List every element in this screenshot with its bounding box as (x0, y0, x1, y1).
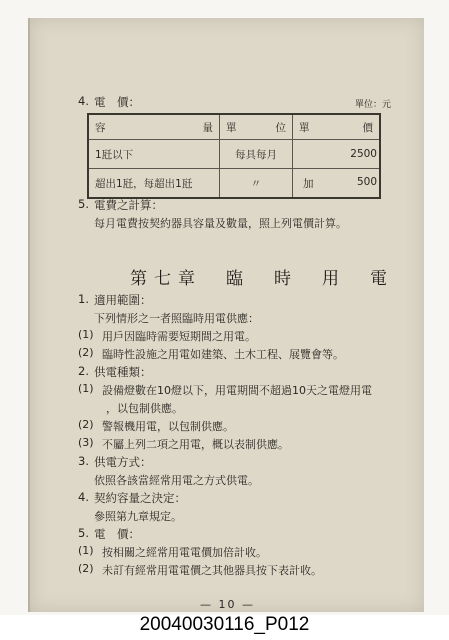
subitem-text: 臨時性設施之用電如建築、土木工程、展覽會等。 (102, 348, 344, 361)
item-text: 下列情形之一者照臨時用電供應： (94, 312, 259, 325)
subitem-number: (1) (78, 544, 94, 557)
table-row (88, 169, 380, 199)
price-table (87, 113, 381, 199)
price-value: 2500 (350, 148, 377, 160)
item-title: 電 價： (94, 527, 140, 541)
subitem-number: (2) (78, 418, 94, 431)
subitem-text: 不屬上列二項之用電，概以表制供應。 (102, 438, 289, 451)
subitem-number: (1) (78, 328, 94, 341)
subitem-number: (2) (78, 562, 94, 575)
item-title: 供電方式： (94, 455, 152, 469)
subitem-text: 未訂有經常用電電價之其他器具按下表計收。 (102, 564, 322, 577)
header-unit: 單 位 (220, 114, 293, 140)
table-header-row (88, 114, 380, 140)
item-number: 4. (78, 490, 89, 504)
capacity-cell: 超出1瓩，每超出1瓩 (88, 169, 220, 199)
item-number: 1. (78, 292, 89, 306)
item-number: 3. (78, 454, 89, 468)
subitem-text: 設備燈數在10燈以下，用電期間不超過10天之電燈用電 (102, 384, 372, 397)
subitem-text: 警報機用電，以包制供應。 (102, 420, 234, 433)
page-number: — 10 — (200, 598, 255, 611)
section-5-body: 每月電費按契約器具容量及數量，照上列電價計算。 (94, 217, 347, 230)
subitem-continuation: ，以包制供應。 (106, 402, 183, 415)
item-title: 契約容量之決定： (94, 491, 186, 505)
unit-label: 單位：元 (355, 100, 392, 110)
chapter-title: 第七章 臨 時 用 電 (130, 269, 394, 289)
document-page (28, 18, 424, 612)
item-number: 5. (78, 526, 89, 540)
subitem-text: 用戶因臨時需要短期間之用電。 (102, 330, 256, 343)
section-5-number: 5. (78, 197, 89, 211)
header-price: 單 價 (293, 114, 381, 140)
subitem-number: (3) (78, 436, 94, 449)
unit-cell: 〃 (220, 169, 293, 199)
item-title: 適用範圍： (94, 293, 152, 307)
table-row (88, 140, 380, 169)
price-cell (293, 169, 381, 199)
subitem-text: 按相關之經常用電電價加倍計收。 (102, 546, 267, 559)
section-5-title: 電費之計算： (94, 198, 163, 212)
subitem-number: (1) (78, 382, 94, 395)
item-title: 供電種類： (94, 365, 152, 379)
price-cell (293, 140, 381, 169)
document-id-caption: 20040030116_P012 (139, 614, 310, 635)
item-number: 2. (78, 364, 89, 378)
header-capacity: 容 量 (88, 114, 220, 140)
item-text: 參照第九章規定。 (94, 510, 182, 523)
price-prefix: 加 (303, 177, 314, 190)
section-4-title: 電 價： (94, 95, 140, 109)
unit-cell: 每具每月 (220, 140, 293, 169)
item-text: 依照各該當經常用電之方式供電。 (94, 474, 259, 487)
subitem-number: (2) (78, 346, 94, 359)
section-4-number: 4. (78, 94, 89, 108)
price-value: 500 (356, 175, 377, 188)
capacity-cell: 1瓩以下 (88, 140, 220, 169)
